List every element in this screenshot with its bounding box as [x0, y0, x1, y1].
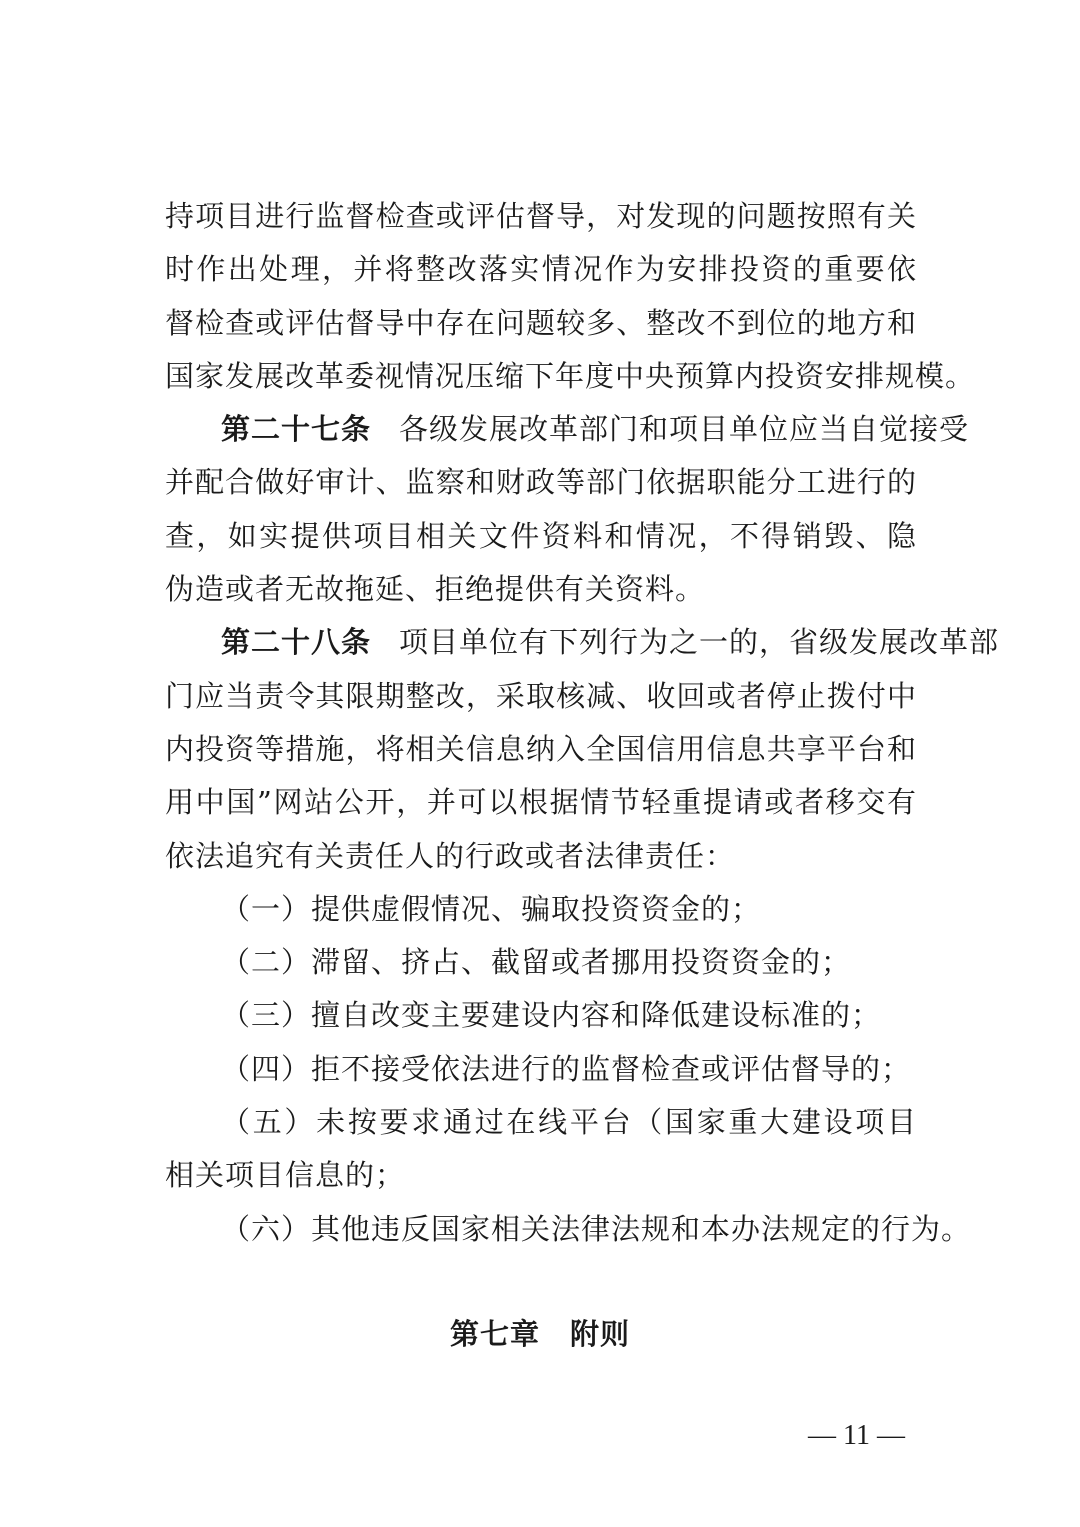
list-item: （一）提供虚假情况、骗取投资资金的；	[221, 891, 762, 926]
list-item: （五）未按要求通过在线平台（国家重大建设项目	[221, 1105, 917, 1140]
list-item: （三）擅自改变主要建设内容和降低建设标准的；	[221, 998, 882, 1033]
text-line: 时作出处理，并将整改落实情况作为安排投资的重要依	[165, 252, 917, 287]
list-item-continuation: 相关项目信息的；	[165, 1158, 406, 1193]
text-line: 并配合做好审计、监察和财政等部门依据职能分工进行的	[165, 465, 917, 500]
text-line: 督检查或评估督导中存在问题较多、整改不到位的地方和	[165, 305, 917, 340]
article-28-first-line	[165, 616, 1000, 669]
list-item: （四）拒不接受依法进行的监督检查或评估督导的；	[221, 1051, 912, 1086]
body-text	[165, 190, 1000, 1256]
text-segment: 项目单位有下列行为之一的，省级发展改革部	[399, 625, 1000, 660]
chapter-title: 附则	[570, 1317, 631, 1351]
article-28-heading: 第二十八条	[221, 625, 372, 660]
list-item: （六）其他违反国家相关法律法规和本办法规定的行为。	[221, 1211, 972, 1246]
page-number: — 11 —	[808, 1420, 905, 1451]
list-item: （二）滞留、挤占、截留或者挪用投资资金的；	[221, 945, 852, 980]
article-27-heading: 第二十七条	[221, 412, 372, 447]
text-line: 国家发展改革委视情况压缩下年度中央预算内投资安排规模。	[165, 358, 976, 393]
text-line: 持项目进行监督检查或评估督导，对发现的问题按照有关	[165, 199, 917, 233]
chapter-number: 第七章	[449, 1317, 540, 1351]
text-segment: 各级发展改革部门和项目单位应当自觉接受	[399, 412, 970, 447]
text-line: 门应当责令其限期整改，采取核减、收回或者停止拨付中	[165, 678, 917, 713]
chapter-heading	[0, 1312, 1080, 1356]
text-line: 内投资等措施，将相关信息纳入全国信用信息共享平台和	[165, 731, 917, 766]
text-line: 查，如实提供项目相关文件资料和情况，不得销毁、隐	[165, 518, 917, 553]
article-27-first-line	[165, 403, 970, 456]
text-line: 用中国”网站公开，并可以根据情节轻重提请或者移交有	[165, 785, 917, 820]
text-line: 伪造或者无故拖延、拒绝提供有关资料。	[165, 572, 706, 607]
text-line: 依法追究有关责任人的行政或者法律责任：	[165, 838, 736, 873]
